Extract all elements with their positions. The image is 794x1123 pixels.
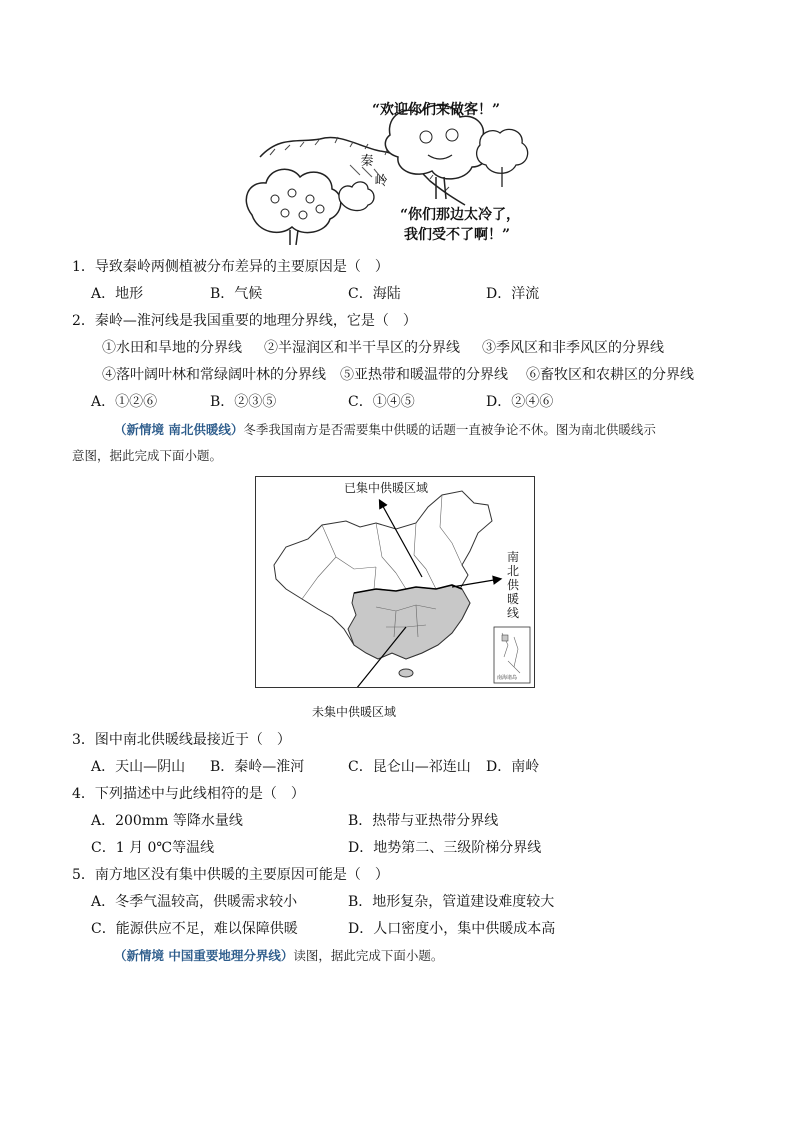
q2-item-1: ①水田和旱地的分界线 — [102, 340, 242, 356]
q2-item-4: ④落叶阔叶林和常绿阔叶林的分界线 — [102, 367, 326, 383]
heating-map-figure — [255, 476, 535, 688]
q3-option-a[interactable]: A．天山—阴山 — [91, 759, 186, 775]
q2-item-6: ⑥畜牧区和农耕区的分界线 — [526, 367, 694, 383]
label-unheated-area: 未集中供暖区域 — [312, 705, 397, 719]
q4-option-c[interactable]: C．1 月 0℃等温线 — [91, 840, 215, 856]
label-heating-line: 南北供暖线 — [506, 550, 519, 620]
intro-1-line-1: 冬季我国南方是否需要集中供暖的话题一直被争论不休。图为南北供暖线示 — [243, 422, 656, 437]
q2-option-b[interactable]: B．②③⑤ — [210, 394, 277, 410]
hainan-island — [399, 669, 413, 677]
question-5: 5．南方地区没有集中供暖的主要原因可能是（ ） — [72, 867, 389, 883]
label-heated-area: 已集中供暖区域 — [344, 481, 429, 495]
q2-option-d[interactable]: D．②④⑥ — [486, 394, 554, 410]
q2-option-a[interactable]: A．①②⑥ — [91, 394, 158, 410]
q3-option-d[interactable]: D．南岭 — [486, 759, 540, 775]
q2-item-5: ⑤亚热带和暖温带的分界线 — [340, 367, 508, 383]
question-4: 4．下列描述中与此线相符的是（ ） — [72, 786, 305, 802]
q3-option-b[interactable]: B．秦岭—淮河 — [210, 759, 305, 775]
q2-option-c[interactable]: C．①④⑤ — [348, 394, 415, 410]
q5-option-c[interactable]: C．能源供应不足，难以保障供暖 — [91, 921, 298, 937]
q3-option-c[interactable]: C．昆仑山—祁连山 — [348, 759, 471, 775]
q1-option-a[interactable]: A．地形 — [91, 286, 144, 302]
question-3: 3．图中南北供暖线最接近于（ ） — [72, 732, 291, 748]
speech-top: “欢迎你们来做客！” — [372, 102, 501, 118]
speech-bottom-2: 我们受不了啊！” — [404, 227, 511, 243]
q5-option-a[interactable]: A．冬季气温较高，供暖需求较小 — [91, 894, 298, 910]
intro-1-tag: （新情境 南北供暖线） — [114, 422, 244, 437]
question-2: 2．秦岭—淮河线是我国重要的地理分界线，它是（ ） — [72, 313, 417, 329]
question-1: 1．导致秦岭两侧植被分布差异的主要原因是（ ） — [72, 259, 389, 275]
south-region — [348, 585, 470, 659]
intro-2-text: 读图，据此完成下面小题。 — [293, 948, 444, 963]
q2-item-3: ③季风区和非季风区的分界线 — [482, 340, 664, 356]
china-map — [256, 477, 534, 687]
q4-option-d[interactable]: D．地势第二、三级阶梯分界线 — [348, 840, 542, 856]
speech-bottom-1: “你们那边太冷了， — [400, 207, 521, 223]
q4-option-a[interactable]: A．200mm 等降水量线 — [91, 813, 243, 829]
q5-option-d[interactable]: D．人口密度小，集中供暖成本高 — [348, 921, 556, 937]
q4-option-b[interactable]: B．热带与亚热带分界线 — [348, 813, 499, 829]
q1-option-d[interactable]: D．洋流 — [486, 286, 540, 302]
intro-1-line-2: 意图，据此完成下面小题。 — [72, 448, 223, 463]
mountain-label-1: 秦 — [360, 154, 374, 169]
q1-option-b[interactable]: B．气候 — [210, 286, 263, 302]
inset-label: 南海诸岛 — [497, 675, 518, 681]
mountain-label-2: 岭 — [374, 174, 388, 189]
intro-2-tag: （新情境 中国重要地理分界线） — [114, 948, 294, 963]
intro-1 — [72, 421, 732, 465]
q2-item-2: ②半湿润区和半干旱区的分界线 — [264, 340, 460, 356]
q5-option-b[interactable]: B．地形复杂，管道建设难度较大 — [348, 894, 555, 910]
q1-option-c[interactable]: C．海陆 — [348, 286, 401, 302]
intro-2 — [114, 947, 443, 965]
